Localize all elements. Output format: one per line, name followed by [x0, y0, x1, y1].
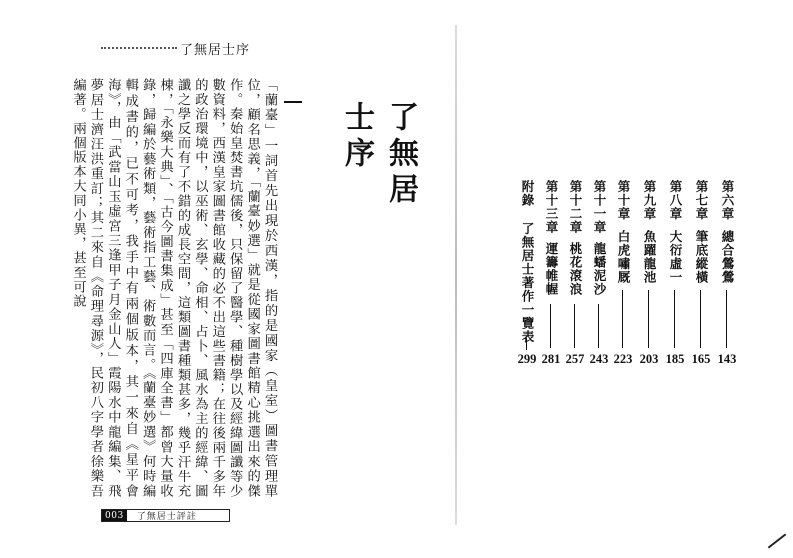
toc-leader-line: [726, 290, 727, 348]
toc-entry[interactable]: [665, 180, 685, 366]
toc-chapter-title: 了無居士著作一覽表: [520, 222, 535, 344]
toc-leader-line: [674, 290, 675, 348]
toc-page-number: 257: [565, 352, 585, 366]
running-header: 了無居士序: [180, 43, 251, 58]
toc-page-number: 165: [691, 352, 711, 366]
toc-entry[interactable]: [691, 180, 711, 366]
toc-page-number: 281: [541, 352, 561, 366]
toc-chapter-label: 第七章: [694, 180, 709, 221]
toc-chapter-label: 第九章: [642, 180, 657, 221]
page-number: 003: [102, 510, 127, 521]
toc-entry[interactable]: [717, 180, 737, 366]
toc-chapter-label: 第十二章: [568, 180, 583, 234]
toc-entry[interactable]: [639, 180, 659, 366]
toc-page-number: 143: [717, 352, 737, 366]
corner-crop-mark: [768, 533, 787, 548]
toc-entry[interactable]: [589, 180, 609, 366]
body-paragraph: 「蘭臺」一詞首先出現於西漢，指的是國家（皇室）圖書管理單位，顧名思義，「蘭臺妙選」就是從國家圖書館精心挑選出來的傑作。秦始皇焚書坑儒後，只保留了醫學、種樹學以及經緯圖讖等少數資料，西漢皇家圖書館收藏的必不出這些書籍；在往後兩千多年的政治環境中，以巫術、玄學、命相、占卜、風水為主的經緯、圖讖之學反而有了不錯的成長空間，這類圖書種類甚多，幾乎汗牛充棟，「永樂大典」、「古今圖書集成」甚至「四庫全書」都曾大量收錄，歸編於藝術類，藝術指工藝、術數而言。《蘭臺妙選》何時編輯成書的，已不可考，我手中有兩個版本，其一來自《星平會海》，由「武當山玉虛宮三逢甲子月金山人」霞陽水中龍編集、飛夢居士濟汪洪重訂；其二來自《命理尋源》，民初八字學者徐樂吾編著。兩個版本大同小異，甚至可說: [70, 78, 277, 498]
toc-chapter-title: 筆底縱橫: [694, 230, 709, 284]
header-dotted-rule: [101, 47, 177, 49]
toc-entry[interactable]: [517, 180, 537, 366]
toc-entry[interactable]: [613, 180, 633, 366]
toc-appendix-label: 附錄: [520, 180, 535, 207]
toc-leader-line: [550, 304, 551, 348]
toc-chapter-label: 第十一章: [592, 180, 607, 234]
toc-chapter-title: 桃花滾浪: [568, 242, 583, 296]
page-footer: [101, 509, 230, 522]
toc-page-number: 299: [517, 352, 537, 366]
toc-chapter-label: 第十三章: [544, 180, 559, 234]
toc-entry[interactable]: [565, 180, 585, 366]
toc-chapter-label: 第六章: [720, 180, 735, 221]
toc-page-number: 223: [613, 352, 633, 366]
toc-chapter-label: 第八章: [668, 180, 683, 221]
toc-page-number: 203: [639, 352, 659, 366]
body-text: [70, 78, 278, 498]
section-mark: [284, 101, 302, 103]
toc-leader-line: [622, 290, 623, 348]
toc-leader-line: [526, 338, 527, 350]
toc-chapter-title: 大衍虛一: [668, 230, 683, 284]
toc-leader-line: [700, 290, 701, 348]
toc-chapter-title: 龍蟠泥沙: [592, 242, 607, 296]
toc-chapter-title: 運籌帷幄: [544, 242, 559, 296]
footer-book-title: 了無居士評註: [136, 512, 197, 522]
toc-chapter-title: 魚躍龍池: [642, 230, 657, 284]
toc-leader-line: [574, 304, 575, 348]
toc-page-number: 243: [589, 352, 609, 366]
chapter-title: 了無居士序: [339, 101, 418, 209]
toc-chapter-title: 白虎嘯厩: [616, 230, 631, 284]
toc-page-number: 185: [665, 352, 685, 366]
toc-leader-line: [598, 304, 599, 348]
toc-chapter-title: 總合鶯鶯: [720, 230, 735, 284]
toc-leader-line: [648, 290, 649, 348]
toc-entry[interactable]: [541, 180, 561, 366]
page-gutter: [455, 25, 457, 525]
toc-chapter-label: 第十章: [616, 180, 631, 221]
